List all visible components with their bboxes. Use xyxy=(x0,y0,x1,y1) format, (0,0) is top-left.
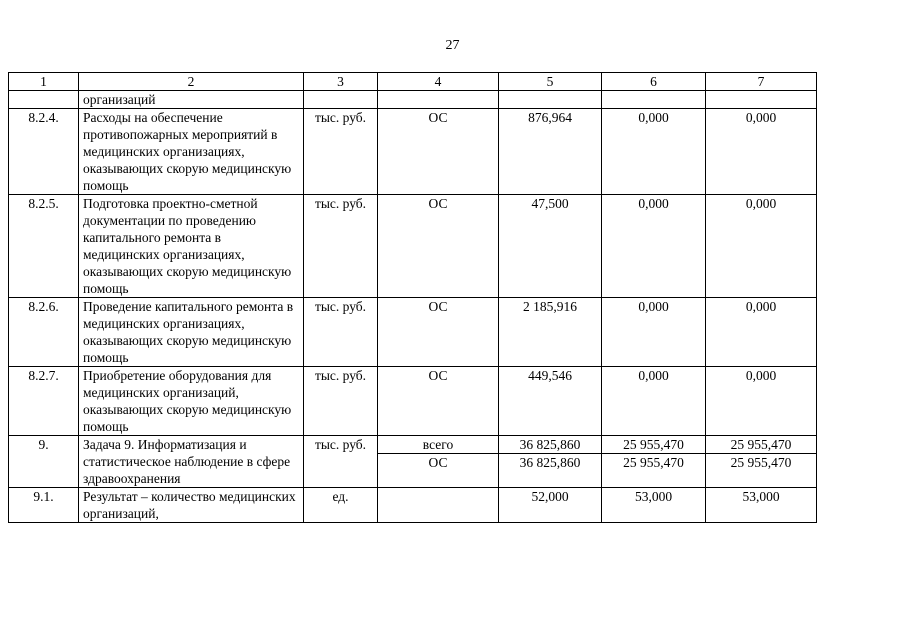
cell-name: Подготовка проектно-сметной документации по проведению капитального ремонта в медицинских организациях, оказывающих скорую медицинскую помощь xyxy=(79,195,304,298)
cell-name: организаций xyxy=(79,91,304,109)
cell-unit: тыс. руб. xyxy=(304,298,378,367)
cell-value-7: 53,000 xyxy=(706,488,817,523)
page-number: 27 xyxy=(445,38,460,53)
cell-value-6: 0,000 xyxy=(602,109,706,195)
cell-num: 8.2.6. xyxy=(9,298,79,367)
header-cell-5: 5 xyxy=(499,73,602,91)
header-cell-6: 6 xyxy=(602,73,706,91)
cell-value-6: 0,000 xyxy=(602,195,706,298)
cell-source: всего xyxy=(378,436,499,454)
cell-source xyxy=(378,488,499,523)
task9-row-total xyxy=(9,436,817,454)
cell-source: ОС xyxy=(378,195,499,298)
cell-value-7: 0,000 xyxy=(706,298,817,367)
cell-value-7 xyxy=(706,91,817,109)
header-cell-3: 3 xyxy=(304,73,378,91)
cell-value-6: 0,000 xyxy=(602,298,706,367)
cell-num: 8.2.7. xyxy=(9,367,79,436)
program-table xyxy=(8,72,817,523)
cell-name: Проведение капитального ремонта в медицинских организациях, оказывающих скорую медицинскую помощь xyxy=(79,298,304,367)
table-row xyxy=(9,109,817,195)
cell-name: Приобретение оборудования для медицинских организаций, оказывающих скорую медицинскую помощь xyxy=(79,367,304,436)
cell-value-5: 52,000 xyxy=(499,488,602,523)
cell-value-6: 25 955,470 xyxy=(602,436,706,454)
table-row xyxy=(9,367,817,436)
cell-value-6: 53,000 xyxy=(602,488,706,523)
cell-value-7: 0,000 xyxy=(706,195,817,298)
cell-unit: ед. xyxy=(304,488,378,523)
cell-unit: тыс. руб. xyxy=(304,436,378,488)
cell-name: Результат – количество медицинских организаций, xyxy=(79,488,304,523)
cell-value-5: 36 825,860 xyxy=(499,454,602,488)
cell-num: 9.1. xyxy=(9,488,79,523)
table-row xyxy=(9,298,817,367)
cell-num: 8.2.5. xyxy=(9,195,79,298)
header-cell-2: 2 xyxy=(79,73,304,91)
cell-unit: тыс. руб. xyxy=(304,195,378,298)
cell-value-6 xyxy=(602,91,706,109)
cell-value-7: 25 955,470 xyxy=(706,436,817,454)
header-row xyxy=(9,73,817,91)
cell-num: 9. xyxy=(9,436,79,488)
cell-value-5: 2 185,916 xyxy=(499,298,602,367)
cell-unit: тыс. руб. xyxy=(304,109,378,195)
cell-value-7: 25 955,470 xyxy=(706,454,817,488)
continuation-row xyxy=(9,91,817,109)
header-cell-4: 4 xyxy=(378,73,499,91)
cell-num: 8.2.4. xyxy=(9,109,79,195)
cell-value-5: 449,546 xyxy=(499,367,602,436)
cell-value-5: 876,964 xyxy=(499,109,602,195)
cell-value-7: 0,000 xyxy=(706,367,817,436)
table-row xyxy=(9,488,817,523)
cell-value-5: 36 825,860 xyxy=(499,436,602,454)
cell-source: ОС xyxy=(378,367,499,436)
cell-unit: тыс. руб. xyxy=(304,367,378,436)
cell-unit xyxy=(304,91,378,109)
header-cell-1: 1 xyxy=(9,73,79,91)
cell-value-5 xyxy=(499,91,602,109)
cell-value-5: 47,500 xyxy=(499,195,602,298)
cell-value-7: 0,000 xyxy=(706,109,817,195)
cell-source: ОС xyxy=(378,109,499,195)
cell-num xyxy=(9,91,79,109)
cell-source: ОС xyxy=(378,298,499,367)
table-row xyxy=(9,195,817,298)
cell-source: ОС xyxy=(378,454,499,488)
header-cell-7: 7 xyxy=(706,73,817,91)
cell-value-6: 0,000 xyxy=(602,367,706,436)
cell-name: Расходы на обеспечение противопожарных мероприятий в медицинских организациях, оказывающих скорую медицинскую помощь xyxy=(79,109,304,195)
cell-name: Задача 9. Информатизация и статистическое наблюдение в сфере здравоохранения xyxy=(79,436,304,488)
cell-value-6: 25 955,470 xyxy=(602,454,706,488)
cell-source xyxy=(378,91,499,109)
